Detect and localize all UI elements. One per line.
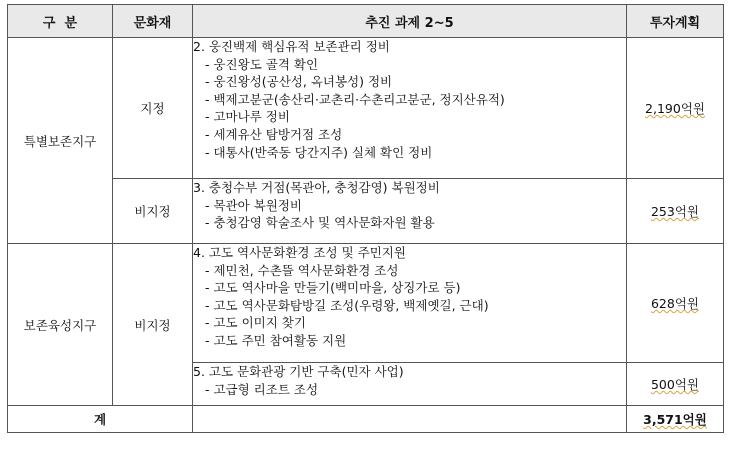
task-item: - 고급형 리조트 조성 [205, 381, 319, 397]
task-cell [193, 179, 627, 244]
invest-cell [627, 244, 724, 363]
header-row [8, 5, 724, 38]
total-invest: 3,571억원 [643, 412, 707, 427]
header-heritage: 문화재 [113, 5, 193, 38]
invest-value: 253억원 [650, 204, 699, 219]
task-title: 5. 고도 문화관광 기반 구축(민자 사업) [193, 364, 404, 379]
task-item: - 대통사(반죽동 당간지주) 실체 확인 정비 [205, 144, 433, 160]
table-row [8, 38, 724, 179]
task-item: - 웅진왕성(공산성, 옥녀봉성) 정비 [205, 74, 393, 90]
investment-plan-table [7, 4, 724, 433]
task-item: - 고도 역사마을 만들기(백미마을, 상징가로 등) [205, 280, 461, 296]
task-title: 3. 충청수부 거점(목관아, 충청감영) 복원정비 [193, 180, 440, 195]
heritage-cell: 지정 [113, 38, 193, 179]
task-cell [193, 244, 627, 363]
zone-special: 특별보존지구 [8, 38, 113, 244]
invest-cell [627, 38, 724, 179]
task-item: - 고도 주민 참여활동 지원 [205, 332, 347, 348]
task-cell [193, 363, 627, 406]
task-item: - 고도 역사문화탐방길 조성(우령왕, 백제옛길, 근대) [205, 297, 489, 313]
table-row [8, 244, 724, 363]
invest-value: 2,190억원 [645, 101, 705, 116]
task-item: - 제민천, 수촌뜰 역사문화환경 조성 [205, 262, 399, 278]
task-item: - 세계유산 탐방거점 조성 [205, 126, 343, 142]
task-title: 4. 고도 역사문화환경 조성 및 주민지원 [193, 245, 406, 260]
zone-conservation: 보존육성지구 [8, 244, 113, 406]
header-division: 구 분 [8, 5, 113, 38]
task-title: 2. 웅진백제 핵심유적 보존관리 정비 [193, 39, 390, 54]
task-item: - 백제고분군(송산리·교촌리·수촌리고분군, 정지산유적) [205, 91, 505, 107]
task-item: - 목관아 복원정비 [205, 197, 302, 213]
task-item: - 웅진왕도 골격 확인 [205, 56, 319, 72]
invest-value: 628억원 [650, 296, 699, 311]
invest-value: 500억원 [650, 377, 699, 392]
invest-cell [627, 363, 724, 406]
invest-cell [627, 179, 724, 244]
header-tasks: 추진 과제 2~5 [193, 5, 627, 38]
task-item: - 충청감영 학술조사 및 역사문화자원 활용 [205, 215, 435, 231]
heritage-cell: 비지정 [113, 179, 193, 244]
table-row [8, 179, 724, 244]
header-invest: 투자계획 [627, 5, 724, 38]
total-label: 계 [8, 406, 193, 433]
total-invest-cell [627, 406, 724, 433]
task-item: - 고도 이미지 찾기 [205, 315, 306, 331]
task-cell [193, 38, 627, 179]
total-row [8, 406, 724, 433]
total-empty-cell [193, 406, 627, 433]
task-item: - 고마나루 정비 [205, 109, 290, 125]
heritage-cell: 비지정 [113, 244, 193, 406]
